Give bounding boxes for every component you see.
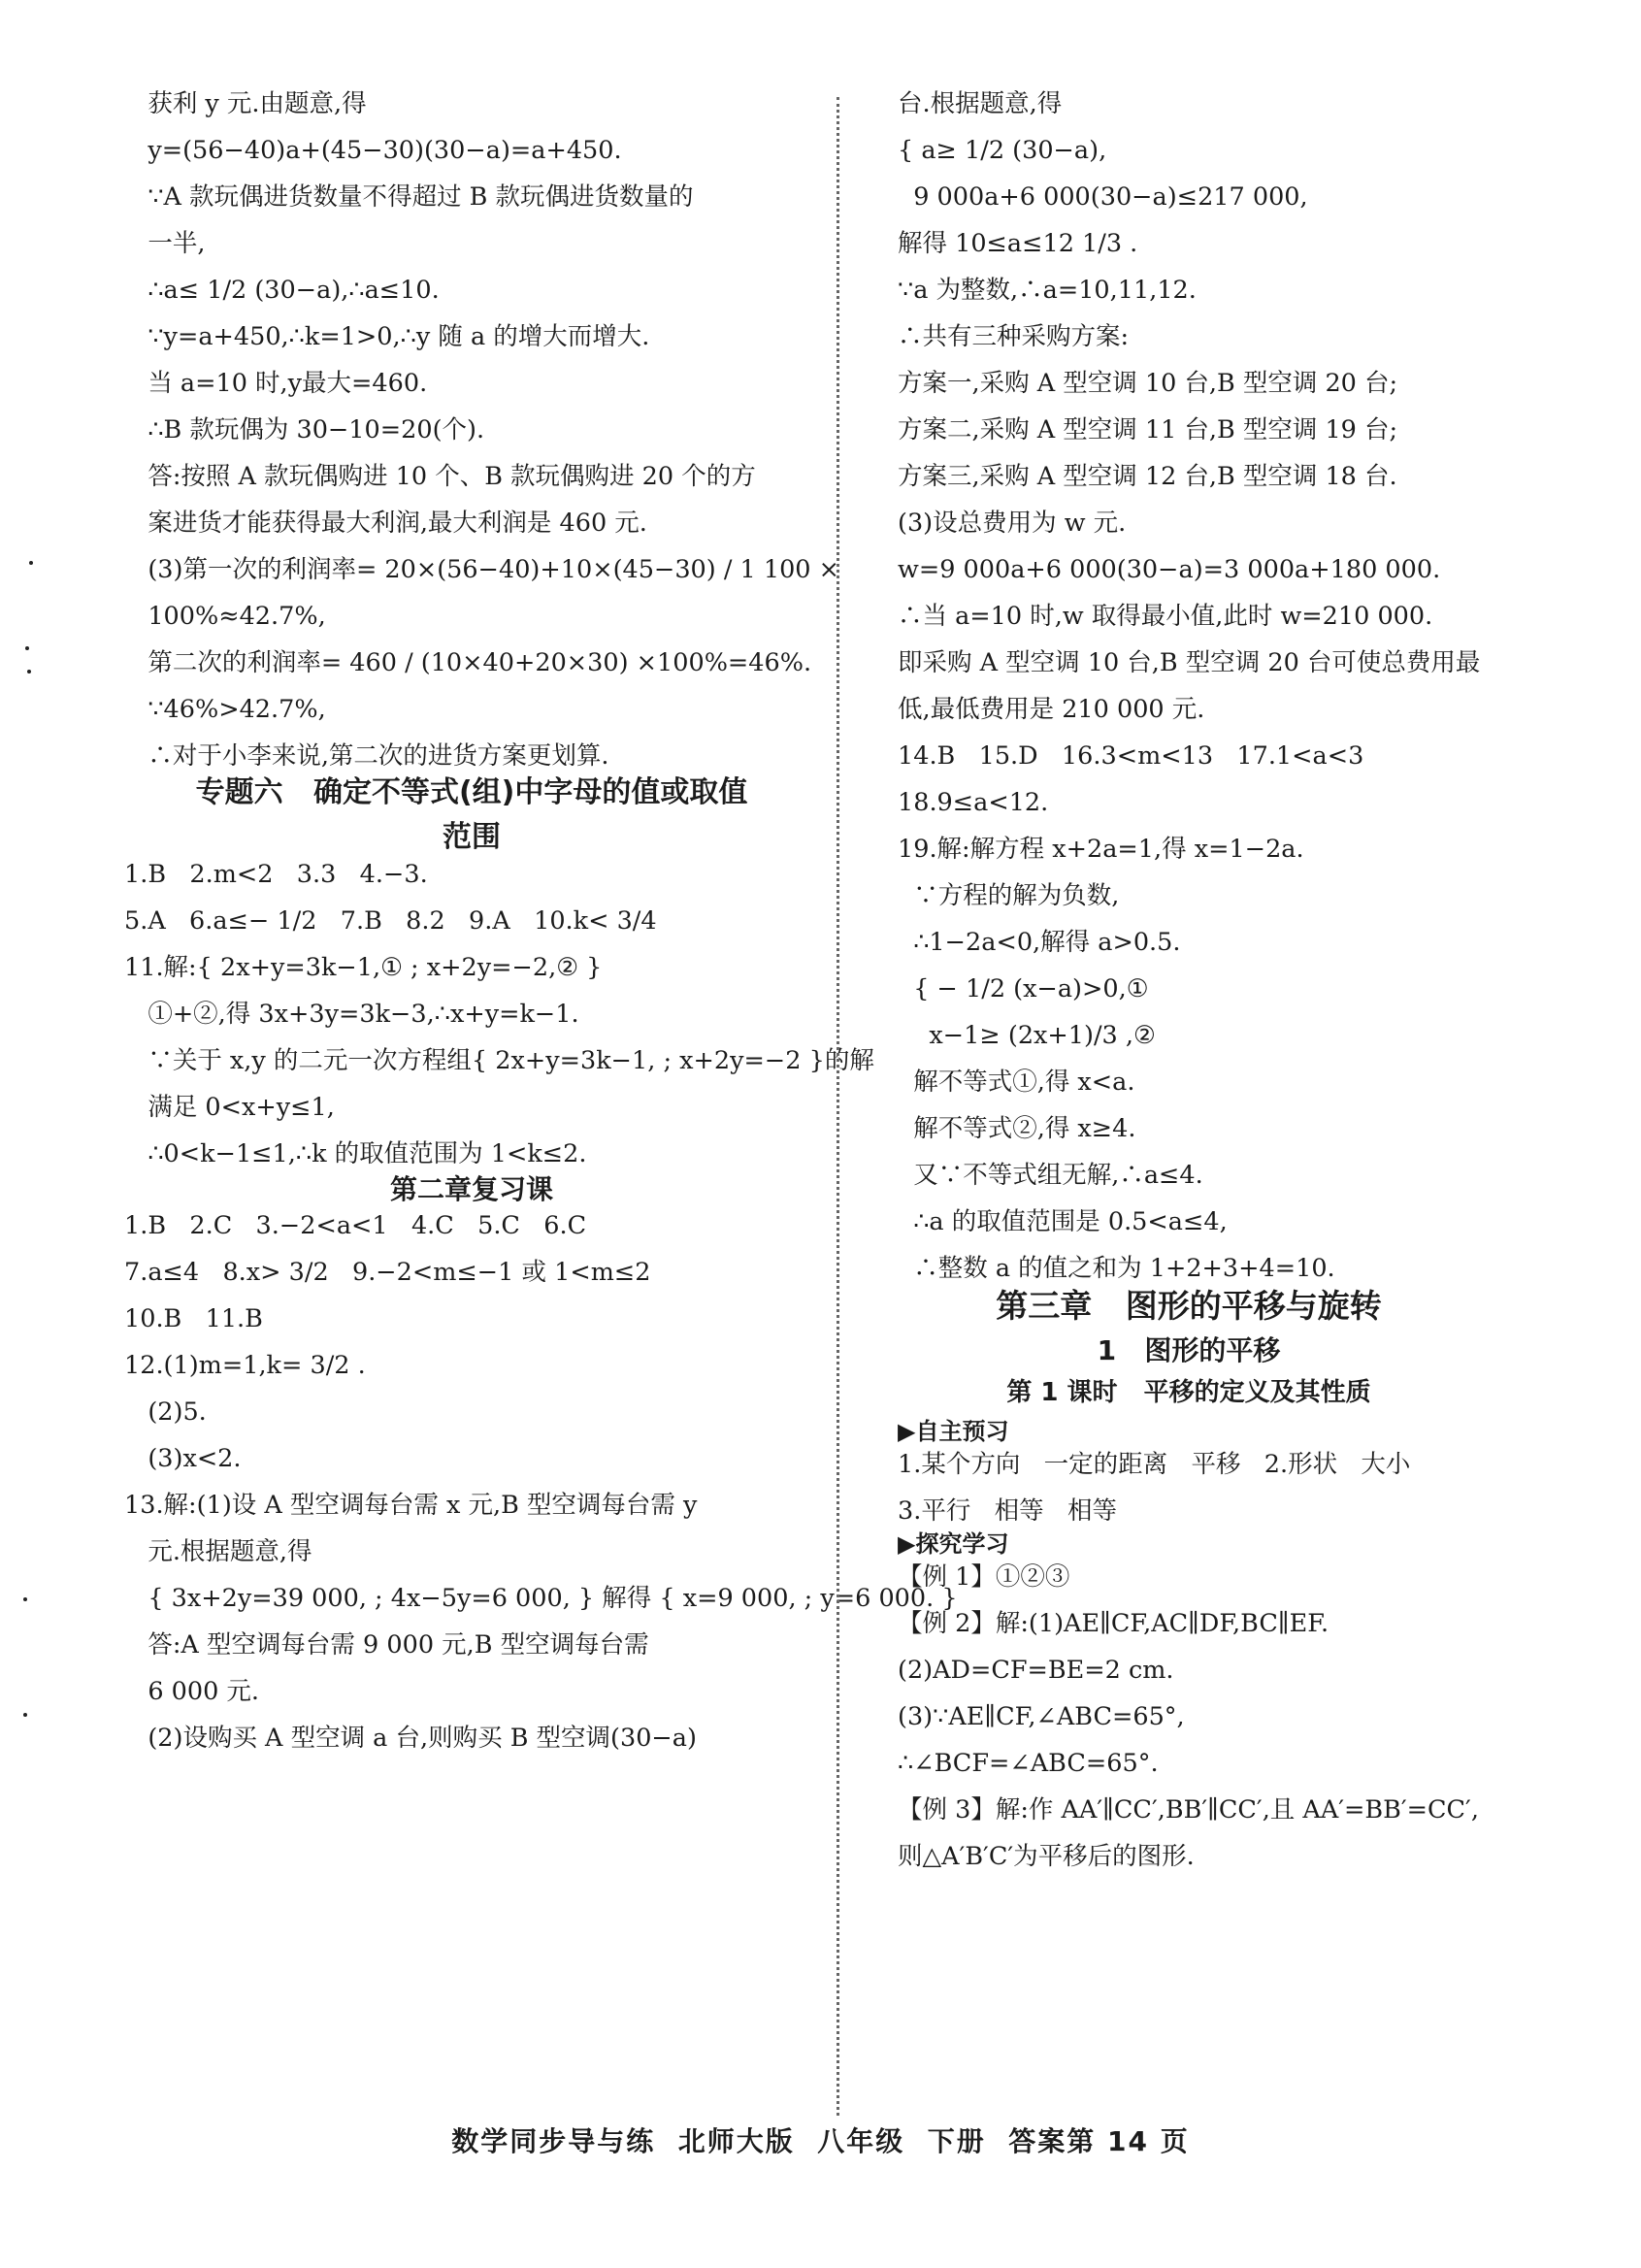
section-heading: 专题六 确定不等式(组)中字母的值或取值 [195, 775, 748, 809]
column-divider [837, 97, 839, 2116]
line-gap [898, 1003, 1480, 1021]
answer-line: 低,最低费用是 210 000 元. [898, 695, 1205, 724]
line-gap [124, 444, 819, 462]
answer-line: ∴共有三种采购方案: [898, 322, 1130, 351]
line-gap [898, 724, 1480, 741]
line-gap [124, 1380, 819, 1397]
section-heading: 第三章 图形的平移与旋转 [996, 1287, 1382, 1325]
answer-line: 18.9≤a<12. [898, 788, 1049, 817]
answer-line: (2)AD=CF=BE=2 cm. [898, 1656, 1174, 1685]
answer-line: 14.B 15.D 16.3<m<13 17.1<a<3 [898, 741, 1364, 771]
section-heading: 第二章复习课 [389, 1173, 553, 1205]
line-gap [898, 351, 1480, 369]
line-gap [124, 1122, 819, 1139]
line-gap [124, 1660, 819, 1677]
answer-line: ∴对于小李来说,第二次的进货方案更划算. [124, 741, 609, 771]
answer-line: (3)x<2. [124, 1444, 242, 1473]
answer-line: ∴a 的取值范围是 0.5<a≤4, [898, 1207, 1228, 1236]
line-gap [124, 1706, 819, 1724]
answer-line: 答:A 型空调每台需 9 000 元,B 型空调每台需 [124, 1630, 649, 1660]
answer-line: 答:按照 A 款玩偶购进 10 个、B 款玩偶购进 20 个的方 [124, 462, 756, 491]
answer-line: (3)第一次的利润率= 20×(56−40)+10×(45−30) / 1 100 × [124, 555, 839, 584]
line-gap [898, 1592, 1480, 1609]
line-gap [124, 305, 819, 322]
answer-line: 获利 y 元.由题意,得 [124, 89, 367, 118]
answer-line: ①+②,得 3x+3y=3k−3,∴x+y=k−1. [124, 1000, 579, 1029]
line-gap [124, 982, 819, 1000]
answer-line: ∵A 款玩偶进货数量不得超过 B 款玩偶进货数量的 [124, 182, 694, 212]
page-footer: 数学同步导与练 北师大版 八年级 下册 答案第 14 页 [451, 2125, 1190, 2157]
section-heading: 1 图形的平移 [1097, 1334, 1281, 1366]
subsection-heading: ▶探究学习 [898, 1530, 1009, 1558]
line-gap [898, 538, 1480, 555]
line-gap [124, 724, 819, 741]
answer-line: 满足 0<x+y≤1, [124, 1093, 335, 1122]
line-gap [898, 771, 1480, 788]
line-gap [124, 1075, 819, 1093]
line-gap [124, 1240, 819, 1258]
answer-line: 即采购 A 型空调 10 台,B 型空调 20 台可使总费用最 [898, 648, 1481, 677]
answer-line: 案进货才能获得最大利润,最大利润是 460 元. [124, 509, 647, 538]
answer-line: 1.某个方向 一定的距离 平移 2.形状 大小 [898, 1450, 1411, 1479]
line-gap [124, 1613, 819, 1630]
line-gap [124, 631, 819, 648]
line-gap [898, 212, 1480, 229]
answer-line: 1.B 2.m<2 3.3 4.−3. [124, 860, 428, 889]
line-gap [124, 258, 819, 276]
line-gap [898, 1824, 1480, 1842]
line-gap [898, 817, 1480, 835]
line-gap [124, 889, 819, 906]
answer-line: ∴整数 a 的值之和为 1+2+3+4=10. [898, 1254, 1335, 1283]
answer-line: 7.a≤4 8.x> 3/2 9.−2<m≤−1 或 1<m≤2 [124, 1258, 651, 1287]
answer-line: ∵关于 x,y 的二元一次方程组{ 2x+y=3k−1, ; x+2y=−2 }的解 [124, 1046, 874, 1075]
scan-speck [29, 561, 33, 565]
line-gap [898, 584, 1480, 602]
line-gap [898, 118, 1480, 136]
answer-line: { − 1/2 (x−a)>0,① [898, 974, 1149, 1003]
line-gap [898, 305, 1480, 322]
answer-line: 又∵不等式组无解,∴a≤4. [898, 1161, 1203, 1190]
answer-line: (3)设总费用为 w 元. [898, 509, 1127, 538]
answer-line: 方案三,采购 A 型空调 12 台,B 型空调 18 台. [898, 462, 1397, 491]
line-gap [898, 1236, 1480, 1254]
line-gap [124, 677, 819, 695]
line-gap [898, 1097, 1480, 1114]
section-heading: 范围 [443, 820, 501, 854]
line-gap [124, 1427, 819, 1444]
answer-line: 一半, [124, 229, 206, 258]
answer-line: y=(56−40)a+(45−30)(30−a)=a+450. [124, 136, 622, 165]
line-gap [898, 677, 1480, 695]
line-gap [124, 398, 819, 415]
answer-line: (2)设购买 A 型空调 a 台,则购买 B 型空调(30−a) [124, 1724, 697, 1753]
scan-speck [23, 1713, 27, 1717]
answer-line: 6 000 元. [124, 1677, 260, 1706]
scan-speck [25, 646, 29, 650]
answer-line: 第二次的利润率= 460 / (10×40+20×30) ×100%=46%. [124, 648, 812, 677]
scan-speck [27, 670, 31, 674]
answer-line: { 3x+2y=39 000, ; 4x−5y=6 000, } 解得 { x=9 000, ; y=6 000. } [124, 1584, 958, 1613]
line-gap [898, 1638, 1480, 1656]
answer-line: 解不等式②,得 x≥4. [898, 1114, 1136, 1143]
line-gap [898, 491, 1480, 509]
answer-line: 【例 2】解:(1)AE∥CF,AC∥DF,BC∥EF. [898, 1609, 1329, 1638]
answer-line: 10.B 11.B [124, 1304, 263, 1333]
line-gap [124, 1333, 819, 1351]
answer-line: 解得 10≤a≤12 1/3 . [898, 229, 1138, 258]
answer-line: 5.A 6.a≤− 1/2 7.B 8.2 9.A 10.k< 3/4 [124, 906, 657, 936]
answer-line: 3.平行 相等 相等 [898, 1496, 1117, 1526]
line-gap [898, 1778, 1480, 1795]
answer-line: 台.根据题意,得 [898, 89, 1063, 118]
scan-speck [23, 1597, 27, 1601]
answer-line: 9 000a+6 000(30−a)≤217 000, [898, 182, 1308, 212]
answer-line: 方案二,采购 A 型空调 11 台,B 型空调 19 台; [898, 415, 1398, 444]
line-gap [898, 1190, 1480, 1207]
right-column [898, 89, 1480, 1871]
answer-line: 100%≈42.7%, [124, 602, 326, 631]
answer-line: ∵a 为整数,∴a=10,11,12. [898, 276, 1197, 305]
line-gap [124, 118, 819, 136]
line-gap [898, 631, 1480, 648]
line-gap [898, 258, 1480, 276]
line-gap [124, 351, 819, 369]
answer-line: (3)∵AE∥CF,∠ABC=65°, [898, 1702, 1185, 1731]
answer-line: ∴0<k−1≤1,∴k 的取值范围为 1<k≤2. [124, 1139, 587, 1168]
answer-line: 13.解:(1)设 A 型空调每台需 x 元,B 型空调每台需 y [124, 1491, 698, 1520]
line-gap [898, 398, 1480, 415]
answer-line: x−1≥ (2x+1)/3 ,② [898, 1021, 1156, 1050]
line-gap [124, 212, 819, 229]
line-gap [124, 538, 819, 555]
line-gap [124, 1520, 819, 1537]
answer-line: 方案一,采购 A 型空调 10 台,B 型空调 20 台; [898, 369, 1398, 398]
line-gap [898, 1050, 1480, 1068]
answer-line: ∴1−2a<0,解得 a>0.5. [898, 928, 1181, 957]
subsection-heading: ▶自主预习 [898, 1418, 1009, 1445]
answer-line: ∴∠BCF=∠ABC=65°. [898, 1749, 1159, 1778]
answer-line: { a≥ 1/2 (30−a), [898, 136, 1107, 165]
line-gap [898, 864, 1480, 881]
answer-line: ∴a≤ 1/2 (30−a),∴a≤10. [124, 276, 440, 305]
answer-line: 19.解:解方程 x+2a=1,得 x=1−2a. [898, 835, 1304, 864]
line-gap [124, 1566, 819, 1584]
line-gap [124, 936, 819, 953]
answer-line: 【例 1】①②③ [898, 1562, 1070, 1592]
line-gap [898, 910, 1480, 928]
answer-line: 12.(1)m=1,k= 3/2 . [124, 1351, 366, 1380]
line-gap [124, 584, 819, 602]
line-gap [898, 1685, 1480, 1702]
answer-line: 解不等式①,得 x<a. [898, 1068, 1135, 1097]
line-gap [124, 1287, 819, 1304]
section-heading: 第 1 课时 平移的定义及其性质 [1006, 1378, 1371, 1407]
line-gap [898, 957, 1480, 974]
answer-line: 当 a=10 时,y最大=460. [124, 369, 428, 398]
line-gap [898, 444, 1480, 462]
answer-line: 11.解:{ 2x+y=3k−1,① ; x+2y=−2,② } [124, 953, 603, 982]
line-gap [898, 165, 1480, 182]
answer-line: (2)5. [124, 1397, 207, 1427]
answer-line: 则△A′B′C′为平移后的图形. [898, 1842, 1195, 1871]
answer-line: w=9 000a+6 000(30−a)=3 000a+180 000. [898, 555, 1441, 584]
line-gap [898, 1143, 1480, 1161]
line-gap [124, 165, 819, 182]
answer-line: 1.B 2.C 3.−2<a<1 4.C 5.C 6.C [124, 1211, 587, 1240]
line-gap [124, 1473, 819, 1491]
line-gap [124, 491, 819, 509]
answer-line: ∵方程的解为负数, [898, 881, 1120, 910]
answer-line: 【例 3】解:作 AA′∥CC′,BB′∥CC′,且 AA′=BB′=CC′, [898, 1795, 1479, 1824]
line-gap [124, 1029, 819, 1046]
line-gap [898, 1479, 1480, 1496]
answer-line: ∵46%>42.7%, [124, 695, 326, 724]
line-gap [898, 1731, 1480, 1749]
answer-line: ∵y=a+450,∴k=1>0,∴y 随 a 的增大而增大. [124, 322, 650, 351]
answer-line: ∴B 款玩偶为 30−10=20(个). [124, 415, 485, 444]
answer-line: 元.根据题意,得 [124, 1537, 312, 1566]
answer-line: ∴当 a=10 时,w 取得最小值,此时 w=210 000. [898, 602, 1433, 631]
